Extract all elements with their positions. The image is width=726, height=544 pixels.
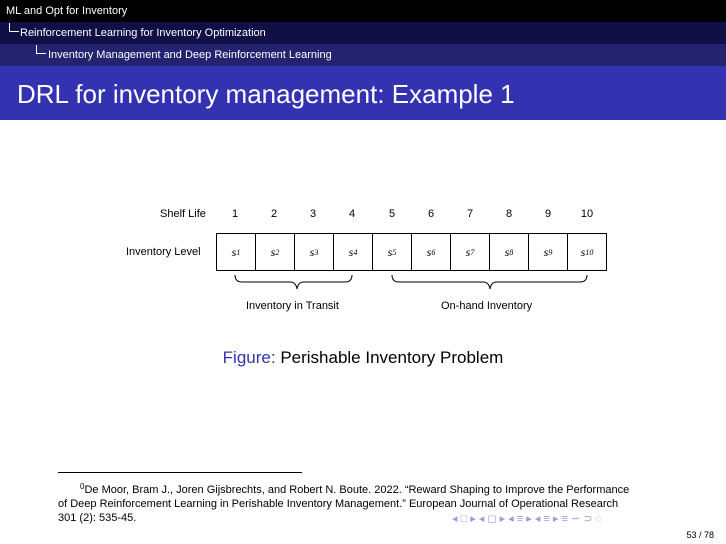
inventory-cell: s 7 bbox=[450, 233, 490, 271]
shelf-life-value: 2 bbox=[270, 208, 278, 220]
header-subsubsection[interactable]: Inventory Management and Deep Reinforcement Learning bbox=[48, 49, 332, 61]
inventory-cell: s 4 bbox=[333, 233, 373, 271]
caption-text: Perishable Inventory Problem bbox=[280, 348, 504, 367]
on-hand-brace bbox=[392, 275, 587, 289]
shelf-life-value: 9 bbox=[544, 208, 552, 220]
shelf-life-value: 10 bbox=[580, 208, 594, 220]
shelf-life-value: 6 bbox=[427, 208, 435, 220]
shelf-life-value: 5 bbox=[388, 208, 396, 220]
slide-title: DRL for inventory management: Example 1 bbox=[17, 79, 515, 109]
inventory-cell: s 3 bbox=[294, 233, 334, 271]
shelf-life-value: 4 bbox=[348, 208, 356, 220]
shelf-life-value: 3 bbox=[309, 208, 317, 220]
caption-label: Figure: bbox=[222, 348, 276, 367]
inventory-cell: s 8 bbox=[489, 233, 529, 271]
header-section[interactable]: ML and Opt for Inventory bbox=[6, 5, 128, 17]
inventory-cell: s 1 bbox=[216, 233, 256, 271]
shelf-life-value: 8 bbox=[505, 208, 513, 220]
page-number: 53 / 78 bbox=[686, 530, 714, 540]
shelf-life-value: 1 bbox=[231, 208, 239, 220]
footnote-marker: 0 bbox=[80, 482, 85, 491]
transit-label: Inventory in Transit bbox=[246, 300, 339, 312]
inventory-cell: s 5 bbox=[372, 233, 412, 271]
navigation-symbols[interactable]: ◂ □ ▸ ◂ ◻ ▸ ◂ ≡ ▸ ◂ ≡ ▸ ≡ ∽ ⊃ ◌ bbox=[452, 513, 603, 525]
footnote-text: De Moor, Bram J., Joren Gijsbrechts, and Robert N. Boute. 2022. “Reward Shaping to Improve the Performance of Deep Reinforcement Learning in Perishable Inventory Management.” European Journal of Operational Research 301 (2): 535-45. bbox=[58, 484, 630, 524]
header-subsection[interactable]: Reinforcement Learning for Inventory Optimization bbox=[20, 27, 266, 39]
figure-caption bbox=[0, 348, 726, 368]
on-hand-label: On-hand Inventory bbox=[441, 300, 533, 312]
shelf-life-label: Shelf Life bbox=[160, 208, 206, 220]
inventory-level-label: Inventory Level bbox=[126, 246, 201, 258]
inventory-cell: s 9 bbox=[528, 233, 568, 271]
inventory-cell: s 10 bbox=[567, 233, 607, 271]
footnote-rule bbox=[58, 472, 302, 473]
shelf-life-value: 7 bbox=[466, 208, 474, 220]
transit-brace bbox=[235, 275, 352, 289]
inventory-cell: s 2 bbox=[255, 233, 295, 271]
inventory-cell: s 6 bbox=[411, 233, 451, 271]
